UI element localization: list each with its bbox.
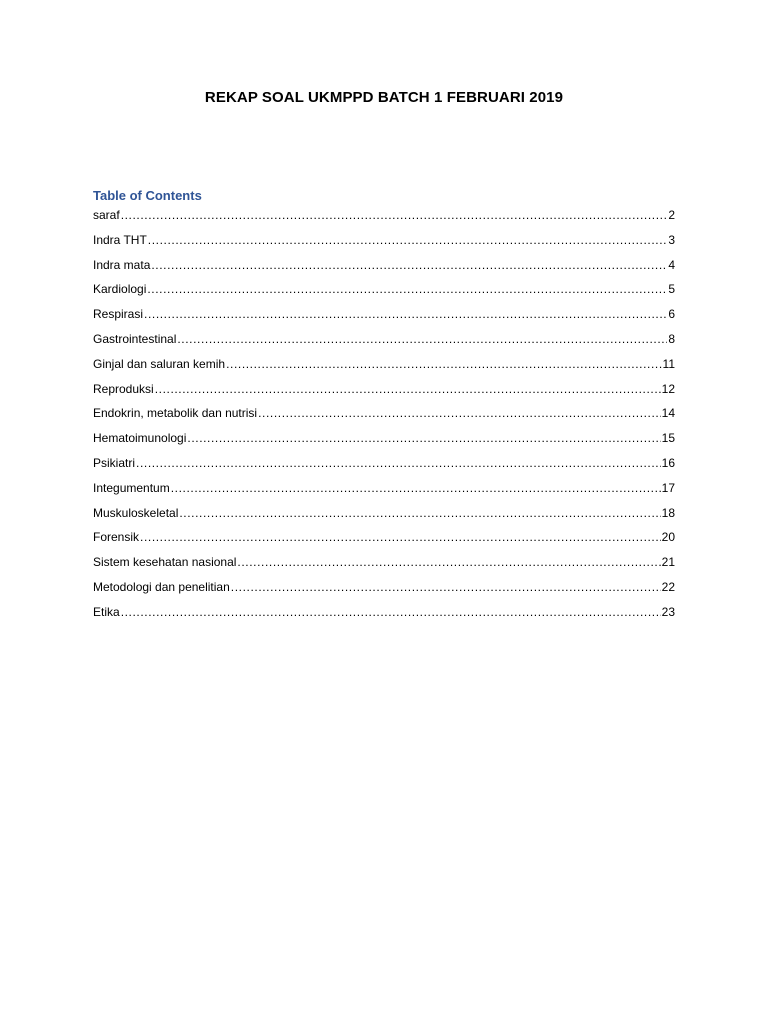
toc-entry-page: 12 [661, 381, 675, 396]
toc-entry-reproduksi[interactable] [93, 382, 675, 407]
toc-entry-label: Hematoimunologi [93, 431, 187, 446]
toc-entry-page: 4 [668, 257, 675, 272]
toc-dot-leader [151, 258, 667, 272]
toc-dot-leader [179, 506, 660, 520]
toc-dot-leader [258, 406, 661, 420]
toc-entry-ginjal-dan-saluran-kemih[interactable] [93, 357, 675, 382]
toc-entry-label: Sistem kesehatan nasional [93, 555, 237, 570]
toc-entry-page: 17 [661, 480, 675, 495]
toc-entry-label: Forensik [93, 530, 140, 545]
toc-dot-leader [171, 481, 661, 495]
toc-dot-leader [140, 530, 661, 544]
toc-entry-page: 2 [668, 208, 675, 222]
toc-dot-leader [231, 580, 661, 594]
toc-entry-page: 14 [661, 406, 675, 421]
toc-dot-leader [237, 555, 660, 569]
toc-dot-leader [147, 282, 667, 296]
toc-entry-endokrin-metabolik-dan-nutrisi[interactable] [93, 406, 675, 431]
toc-dot-leader [136, 456, 661, 470]
toc-entry-forensik[interactable] [93, 530, 675, 555]
toc-entry-label: Indra THT [93, 232, 147, 247]
toc-entry-page: 5 [668, 282, 675, 297]
toc-entry-page: 22 [661, 579, 675, 594]
toc-entry-sistem-kesehatan-nasional[interactable] [93, 555, 675, 580]
toc-entry-label: Metodologi dan penelitian [93, 579, 230, 594]
toc-entry-page: 11 [662, 356, 675, 371]
toc-dot-leader [121, 208, 668, 222]
toc-entry-indra-mata[interactable] [93, 258, 675, 283]
toc-heading: Table of Contents [93, 188, 202, 203]
toc-dot-leader [226, 357, 661, 371]
toc-entry-kardiologi[interactable] [93, 282, 675, 307]
toc-entry-label: Respirasi [93, 307, 144, 322]
toc-entry-label: Indra mata [93, 257, 151, 272]
toc-entry-label: saraf [93, 208, 120, 222]
toc-entry-label: Reproduksi [93, 381, 154, 396]
toc-dot-leader [144, 307, 667, 321]
toc-entry-gastrointestinal[interactable] [93, 332, 675, 357]
toc-entry-muskuloskeletal[interactable] [93, 506, 675, 531]
toc-entry-label: Gastrointestinal [93, 331, 177, 346]
toc-entry-label: Kardiologi [93, 282, 147, 297]
toc-dot-leader [121, 605, 661, 619]
toc-entry-page: 6 [668, 307, 675, 322]
toc-entry-psikiatri[interactable] [93, 456, 675, 481]
toc-entry-respirasi[interactable] [93, 307, 675, 332]
toc-entry-etika[interactable] [93, 605, 675, 630]
table-of-contents [93, 208, 675, 630]
toc-entry-metodologi-dan-penelitian[interactable] [93, 580, 675, 605]
toc-entry-page: 15 [661, 431, 675, 446]
toc-entry-saraf[interactable] [93, 208, 675, 233]
toc-entry-label: Integumentum [93, 480, 170, 495]
toc-entry-integumentum[interactable] [93, 481, 675, 506]
toc-dot-leader [155, 382, 661, 396]
toc-entry-label: Psikiatri [93, 455, 136, 470]
toc-entry-label: Ginjal dan saluran kemih [93, 356, 226, 371]
toc-entry-hematoimunologi[interactable] [93, 431, 675, 456]
toc-entry-page: 23 [661, 604, 675, 619]
toc-entry-label: Etika [93, 604, 120, 619]
toc-dot-leader [187, 431, 660, 445]
document-title: REKAP SOAL UKMPPD BATCH 1 FEBRUARI 2019 [204, 89, 564, 106]
toc-entry-page: 18 [661, 505, 675, 520]
toc-entry-page: 8 [668, 331, 675, 346]
toc-entry-label: Endokrin, metabolik dan nutrisi [93, 406, 258, 421]
toc-entry-indra-tht[interactable] [93, 233, 675, 258]
toc-dot-leader [148, 233, 668, 247]
toc-entry-label: Muskuloskeletal [93, 505, 179, 520]
toc-entry-page: 3 [668, 232, 675, 247]
toc-entry-page: 16 [661, 455, 675, 470]
toc-entry-page: 21 [661, 555, 675, 570]
toc-entry-page: 20 [661, 530, 675, 545]
toc-dot-leader [177, 332, 667, 346]
